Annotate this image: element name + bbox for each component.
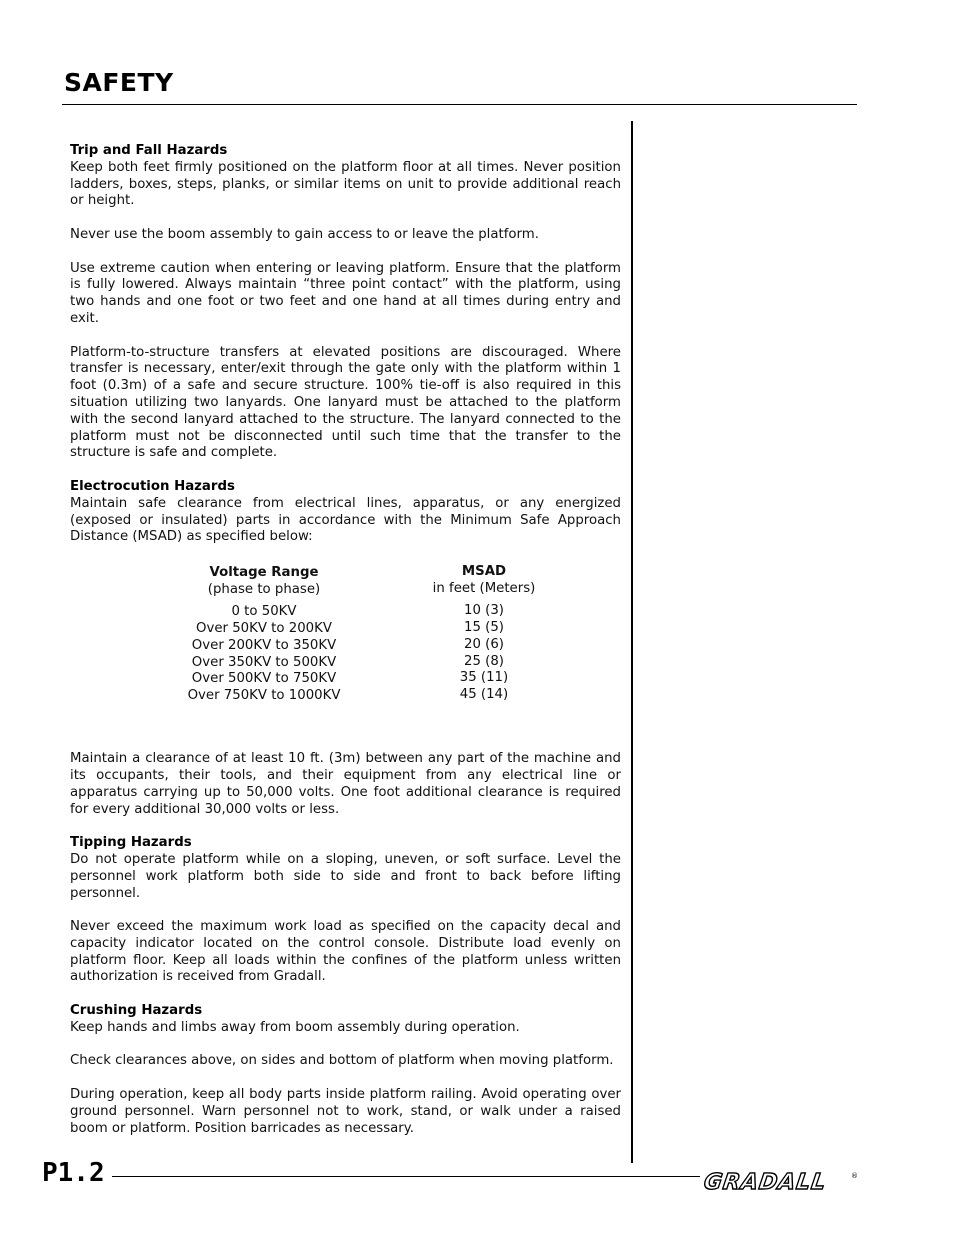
msad-column bbox=[414, 563, 554, 704]
page-number: P1.2 bbox=[42, 1158, 105, 1188]
title-divider bbox=[62, 104, 857, 105]
paragraph-trip-1: Keep both feet firmly positioned on the platform floor at all times. Never position ladders, boxes, steps, planks, or similar items on unit to provide additional reach or height. bbox=[70, 159, 621, 209]
paragraph-trip-4: Platform-to-structure transfers at elevated positions are discouraged. Where transfer is necessary, enter/exit through the gate only with the platform within 1 foot (0.3m) of a safe and secure structure. 100% tie-off is also required in this situation utilizing two lanyards. One lanyard must be attached to the platform with the second lanyard attached to the structure. The lanyard connected to the platform must not be disconnected until such time that the transfer to the structure is safe and complete. bbox=[70, 344, 621, 461]
paragraph-crushing-1: Keep hands and limbs away from boom assembly during operation. bbox=[70, 1019, 520, 1035]
section-heading-electrocution: Electrocution Hazards bbox=[70, 478, 235, 494]
paragraph-crushing-2: Check clearances above, on sides and bottom of platform when moving platform. bbox=[70, 1053, 614, 1069]
msad-table bbox=[70, 563, 621, 733]
registered-mark: ® bbox=[851, 1172, 858, 1180]
footer-divider bbox=[112, 1176, 700, 1177]
voltage-cell: Over 350KV to 500KV bbox=[191, 654, 337, 670]
gradall-logo: GRADALL bbox=[702, 1170, 829, 1195]
msad-header: MSAD bbox=[461, 564, 507, 580]
msad-subheader: in feet (Meters) bbox=[432, 581, 536, 597]
msad-cell: 10 (3) bbox=[464, 603, 504, 619]
msad-cell: 25 (8) bbox=[464, 653, 504, 669]
paragraph-electrocution-2: Maintain a clearance of at least 10 ft. (3m) between any part of the machine and its occupants, their tools, and their equipment from any electrical line or apparatus carrying up to 50,000 volts. One foot additional clearance is required for every additional 30,000 volts or less. bbox=[70, 751, 621, 817]
voltage-cell: Over 50KV to 200KV bbox=[196, 620, 332, 636]
paragraph-electrocution-1: Maintain safe clearance from electrical lines, apparatus, or any energized (exposed or insulated) parts in accordance with the Minimum Safe Approach Distance (MSAD) as specified below: bbox=[70, 495, 621, 545]
msad-cell: 15 (5) bbox=[464, 619, 504, 635]
paragraph-trip-3: Use extreme caution when entering or leaving platform. Ensure that the platform is fully lowered. Always maintain “three point contact” with the platform, using two hands and one foot or two feet and one hand at all times during entry and exit. bbox=[70, 260, 621, 326]
voltage-cell: 0 to 50KV bbox=[231, 604, 297, 620]
msad-cell: 35 (11) bbox=[459, 670, 509, 686]
voltage-cell: Over 750KV to 1000KV bbox=[187, 688, 341, 704]
voltage-header: Voltage Range bbox=[209, 565, 319, 581]
section-heading-crushing: Crushing Hazards bbox=[70, 1003, 203, 1019]
msad-cell: 45 (14) bbox=[459, 687, 509, 703]
page-title: SAFETY bbox=[64, 68, 174, 97]
paragraph-crushing-3: During operation, keep all body parts inside platform railing. Avoid operating over ground personnel. Warn personnel not to work, stand, or walk under a raised boom or platform. Position barricades as necessary. bbox=[70, 1087, 621, 1136]
section-heading-tipping: Tipping Hazards bbox=[70, 835, 192, 851]
paragraph-tipping-1: Do not operate platform while on a sloping, uneven, or soft surface. Level the personnel work platform both side to side and front to back before lifting personnel. bbox=[70, 851, 621, 901]
voltage-cell: Over 500KV to 750KV bbox=[191, 671, 337, 687]
voltage-cell: Over 200KV to 350KV bbox=[191, 637, 337, 653]
voltage-column bbox=[176, 563, 352, 705]
main-content bbox=[70, 143, 621, 1154]
paragraph-trip-2: Never use the boom assembly to gain access to or leave the platform. bbox=[70, 226, 539, 242]
paragraph-tipping-2: Never exceed the maximum work load as specified on the capacity decal and capacity indicator located on the control console. Distribute load evenly on platform floor. Keep all loads within the confines of the platform unless written authorization is received from Gradall. bbox=[70, 919, 621, 985]
msad-cell: 20 (6) bbox=[464, 636, 504, 652]
column-divider bbox=[631, 121, 633, 1163]
voltage-subheader: (phase to phase) bbox=[207, 582, 321, 598]
section-heading-trip: Trip and Fall Hazards bbox=[70, 143, 228, 158]
